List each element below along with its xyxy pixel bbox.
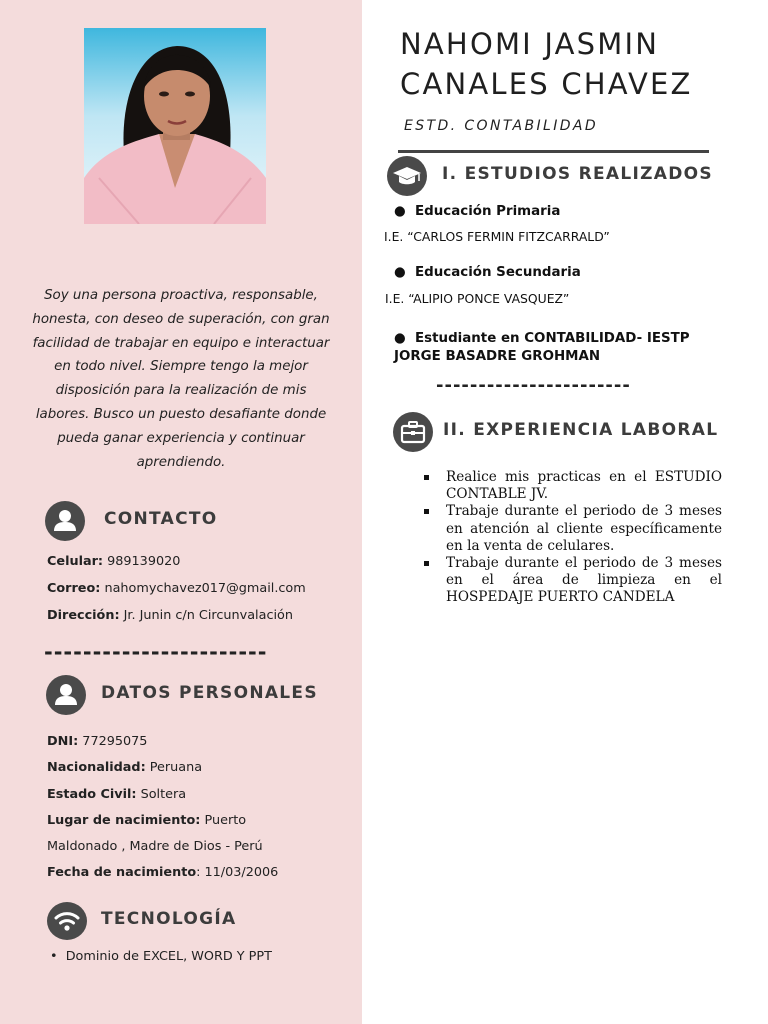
- contact-phone: [47, 554, 180, 569]
- email-value: nahomychavez017@gmail.com: [104, 581, 306, 596]
- higher-line-2: JORGE BASADRE GROHMAN: [394, 349, 601, 364]
- secondary-label: Educación Secundaria: [415, 265, 581, 280]
- birthplace-label: Lugar de nacimiento:: [47, 813, 201, 828]
- person-icon: [46, 675, 86, 715]
- contact-address: [47, 608, 293, 623]
- contact-title: CONTACTO: [104, 509, 218, 529]
- birthdate-value: : 11/03/2006: [196, 865, 279, 880]
- name-line-2: CANALES CHAVEZ: [400, 67, 693, 101]
- phone-value: 989139020: [107, 554, 181, 569]
- full-name: [400, 24, 693, 104]
- contact-email: [47, 581, 306, 596]
- primary-education: [394, 204, 560, 219]
- wifi-icon: [47, 902, 87, 940]
- dni-label: DNI:: [47, 734, 79, 749]
- bullet: ●: [394, 204, 406, 219]
- profile-photo: [84, 28, 266, 224]
- header-divider: [398, 150, 709, 153]
- personal-data-title: DATOS PERSONALES: [101, 683, 318, 703]
- experience-item-text: Realice mis practicas en el ESTUDIO CONTABLE JV.: [446, 469, 722, 503]
- higher-line-1: [394, 330, 690, 348]
- civil-status-value: Soltera: [140, 787, 187, 802]
- right-divider: -----------------------: [436, 375, 631, 396]
- experience-item-text: Trabaje durante el periodo de 3 meses en el área de limpieza en el HOSPEDAJE PUERTO CANDELA: [446, 555, 722, 606]
- person-icon: [45, 501, 85, 541]
- primary-school: I.E. “CARLOS FERMIN FITZCARRALD”: [384, 229, 610, 244]
- list-item: [424, 503, 722, 555]
- birthdate-label: Fecha de nacimiento: [47, 865, 197, 880]
- nationality-value: Peruana: [149, 760, 203, 775]
- technology-title: TECNOLOGÍA: [101, 909, 237, 929]
- email-label: Correo:: [47, 581, 101, 596]
- name-line-1: NAHOMI JASMIN: [400, 27, 660, 61]
- bullet: [424, 475, 429, 480]
- higher-line-1-text: Estudiante en CONTABILIDAD- IESTP: [415, 331, 690, 346]
- civil-status-label: Estado Civil:: [47, 787, 137, 802]
- briefcase-icon: [393, 412, 433, 452]
- bullet: ●: [394, 265, 406, 280]
- left-divider: -----------------------: [44, 640, 268, 664]
- personal-birthplace-cont: Maldonado , Madre de Dios - Perú: [47, 839, 263, 854]
- list-item: [424, 469, 722, 503]
- personal-civil-status: [47, 787, 186, 802]
- profile-summary: Soy una persona proactiva, responsable, honesta, con deseo de superación, con gran facilidad de trabajar en equipo e interactuar en todo nivel. Siempre tengo la mejor disposición para la realización de mis labores. Busco un puesto desafiante donde pueda ganar experiencia y continuar aprendiendo.: [32, 288, 330, 470]
- birthplace-value: Puerto: [204, 813, 247, 828]
- personal-birthplace: [47, 813, 246, 828]
- phone-label: Celular:: [47, 554, 104, 569]
- dni-value: 77295075: [82, 734, 148, 749]
- bullet: ●: [394, 331, 406, 346]
- personal-nationality: [47, 760, 202, 775]
- subtitle: ESTD. CONTABILIDAD: [404, 118, 599, 134]
- bullet: •: [50, 949, 58, 964]
- address-value: Jr. Junin c/n Circunvalación: [123, 608, 293, 623]
- personal-birthdate: [47, 865, 278, 880]
- technology-item: [50, 949, 272, 964]
- nationality-label: Nacionalidad:: [47, 760, 146, 775]
- secondary-education: [394, 265, 581, 280]
- experience-list: [424, 469, 722, 607]
- graduation-cap-icon: [387, 156, 427, 196]
- bullet: [424, 561, 429, 566]
- primary-label: Educación Primaria: [415, 204, 561, 219]
- studies-title: I. ESTUDIOS REALIZADOS: [442, 164, 713, 184]
- personal-dni: [47, 734, 147, 749]
- experience-title: II. EXPERIENCIA LABORAL: [443, 420, 719, 440]
- experience-item-text: Trabaje durante el periodo de 3 meses en atención al cliente específicamente en la venta de celulares.: [446, 503, 722, 554]
- secondary-school: I.E. “ALIPIO PONCE VASQUEZ”: [385, 291, 570, 306]
- higher-education: [394, 330, 690, 366]
- bullet: [424, 509, 429, 514]
- technology-item-text: Dominio de EXCEL, WORD Y PPT: [65, 949, 272, 964]
- address-label: Dirección:: [47, 608, 120, 623]
- list-item: [424, 555, 722, 607]
